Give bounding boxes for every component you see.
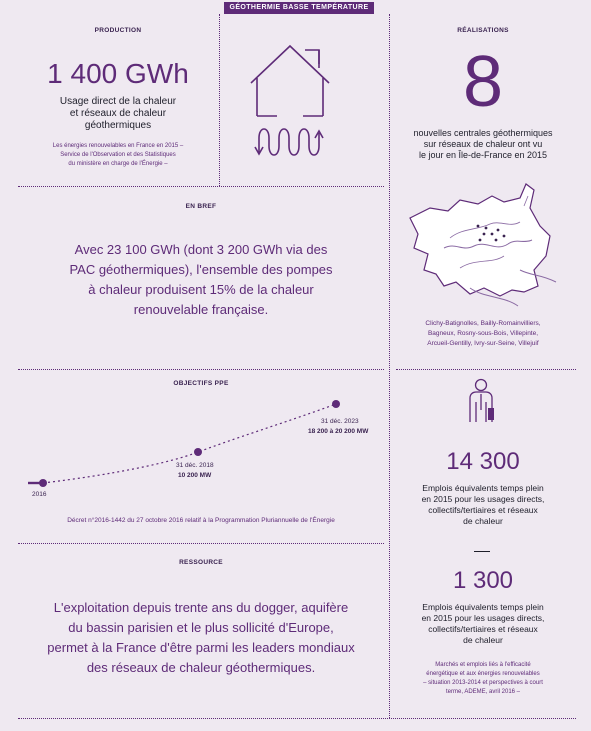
section-label-objectifs: OBJECTIFS PPE — [173, 380, 229, 387]
ressource-text — [18, 598, 384, 678]
ressource-line: L'exploitation depuis trente ans du dogger, aquifère — [53, 600, 349, 615]
timeline-point-2023 — [332, 400, 340, 408]
section-tag: GÉOTHERMIE BASSE TEMPÉRATURE — [224, 2, 374, 14]
objectifs-decree: Décret n°2016-1442 du 27 octobre 2016 relatif à la Programmation Pluriannuelle de l'Énergie — [67, 517, 335, 524]
divider — [396, 369, 576, 370]
emplois-desc-line: de chaleur — [463, 635, 503, 645]
emplois-value-1: 14 300 — [446, 448, 520, 475]
city-line: Bagneux, Rosny-sous-Bois, Villepinte, — [427, 330, 539, 337]
en-bref-text — [18, 240, 384, 320]
emplois-separator — [474, 551, 490, 552]
emplois-desc-2 — [390, 602, 576, 646]
objectifs-timeline — [20, 395, 380, 495]
ile-de-france-map — [400, 178, 560, 313]
emplois-desc-line: Emplois équivalents temps plein — [422, 483, 544, 493]
en-bref-line: à chaleur produisent 15% de la chaleur — [88, 282, 314, 297]
ressource-line: permet à la France d'être parmi les leaders mondiaux — [47, 640, 355, 655]
en-bref-line: Avec 23 100 GWh (dont 3 200 GWh via des — [74, 242, 328, 257]
emplois-desc-line: en 2015 pour les usages directs, — [421, 613, 545, 623]
city-line: Arcueil-Gentilly, Ivry-sur-Seine, Villejuif — [427, 340, 539, 347]
emplois-desc-line: Emplois équivalents temps plein — [422, 602, 544, 612]
realisations-desc-line: le jour en Île-de-France en 2015 — [418, 150, 548, 160]
divider — [18, 718, 576, 719]
timeline-value-2023: 18 200 à 20 200 MW — [308, 428, 369, 435]
production-source-line: Service de l'Observation et des Statistiques — [60, 152, 176, 158]
timeline-value-2018: 10 200 MW — [178, 472, 212, 479]
timeline-label-2016: 2016 — [32, 491, 47, 498]
emplois-desc-line: collectifs/tertiaires et réseaux — [428, 624, 538, 634]
divider — [18, 186, 384, 187]
en-bref-line: renouvelable française. — [133, 302, 269, 317]
emplois-source-line: – situation 2013-2014 et perspectives à court — [423, 680, 543, 686]
divider — [219, 14, 220, 186]
realisations-cities — [390, 319, 576, 349]
section-label-realisations: RÉALISATIONS — [457, 27, 509, 34]
production-desc-line: Usage direct de la chaleur — [59, 96, 177, 107]
ressource-line: du bassin parisien et le plus sollicité d'Europe, — [68, 620, 334, 635]
production-source-line: du ministère en charge de l'Énergie – — [68, 161, 168, 167]
emplois-desc-line: de chaleur — [463, 516, 503, 526]
timeline-date-2023: 31 déc. 2023 — [321, 418, 359, 425]
production-source-line: Les énergies renouvelables en France en 2015 – — [52, 143, 184, 149]
house-heat-icon — [245, 38, 335, 160]
realisations-desc — [390, 128, 576, 161]
emplois-source-line: énergétique et aux énergies renouvelables — [426, 671, 540, 677]
en-bref-line: PAC géothermiques), l'ensemble des pompes — [69, 262, 333, 277]
production-desc-line: géothermiques — [84, 120, 152, 131]
emplois-source-line: terme, ADEME, avril 2016 – — [445, 689, 521, 695]
section-label-production: PRODUCTION — [94, 27, 142, 34]
realisations-value: 8 — [462, 42, 504, 122]
divider — [18, 369, 384, 370]
emplois-desc-1 — [390, 483, 576, 527]
emplois-source-line: Marchés et emplois liés à l'efficacité — [435, 662, 531, 668]
section-label-ressource: RESSOURCE — [179, 559, 223, 566]
emplois-value-2: 1 300 — [452, 567, 514, 594]
timeline-point-2016 — [39, 479, 47, 487]
section-label-en-bref: EN BREF — [185, 203, 217, 210]
emplois-desc-line: collectifs/tertiaires et réseaux — [428, 505, 538, 515]
production-desc-line: et réseaux de chaleur — [69, 108, 167, 119]
emplois-source — [390, 661, 576, 697]
timeline-date-2018: 31 déc. 2018 — [176, 462, 214, 469]
emplois-desc-line: en 2015 pour les usages directs, — [421, 494, 545, 504]
production-desc — [18, 96, 218, 132]
divider — [18, 543, 384, 544]
realisations-desc-line: sur réseaux de chaleur ont vu — [423, 139, 543, 149]
timeline-point-2018 — [194, 448, 202, 456]
city-line: Clichy-Batignolles, Bailly-Romainvilliers, — [425, 320, 541, 327]
ressource-line: des réseaux de chaleur géothermiques. — [86, 660, 316, 675]
realisations-desc-line: nouvelles centrales géothermiques — [413, 128, 553, 138]
production-value: 1 400 GWh — [47, 58, 189, 89]
worker-icon — [466, 378, 496, 424]
production-source — [18, 142, 218, 169]
